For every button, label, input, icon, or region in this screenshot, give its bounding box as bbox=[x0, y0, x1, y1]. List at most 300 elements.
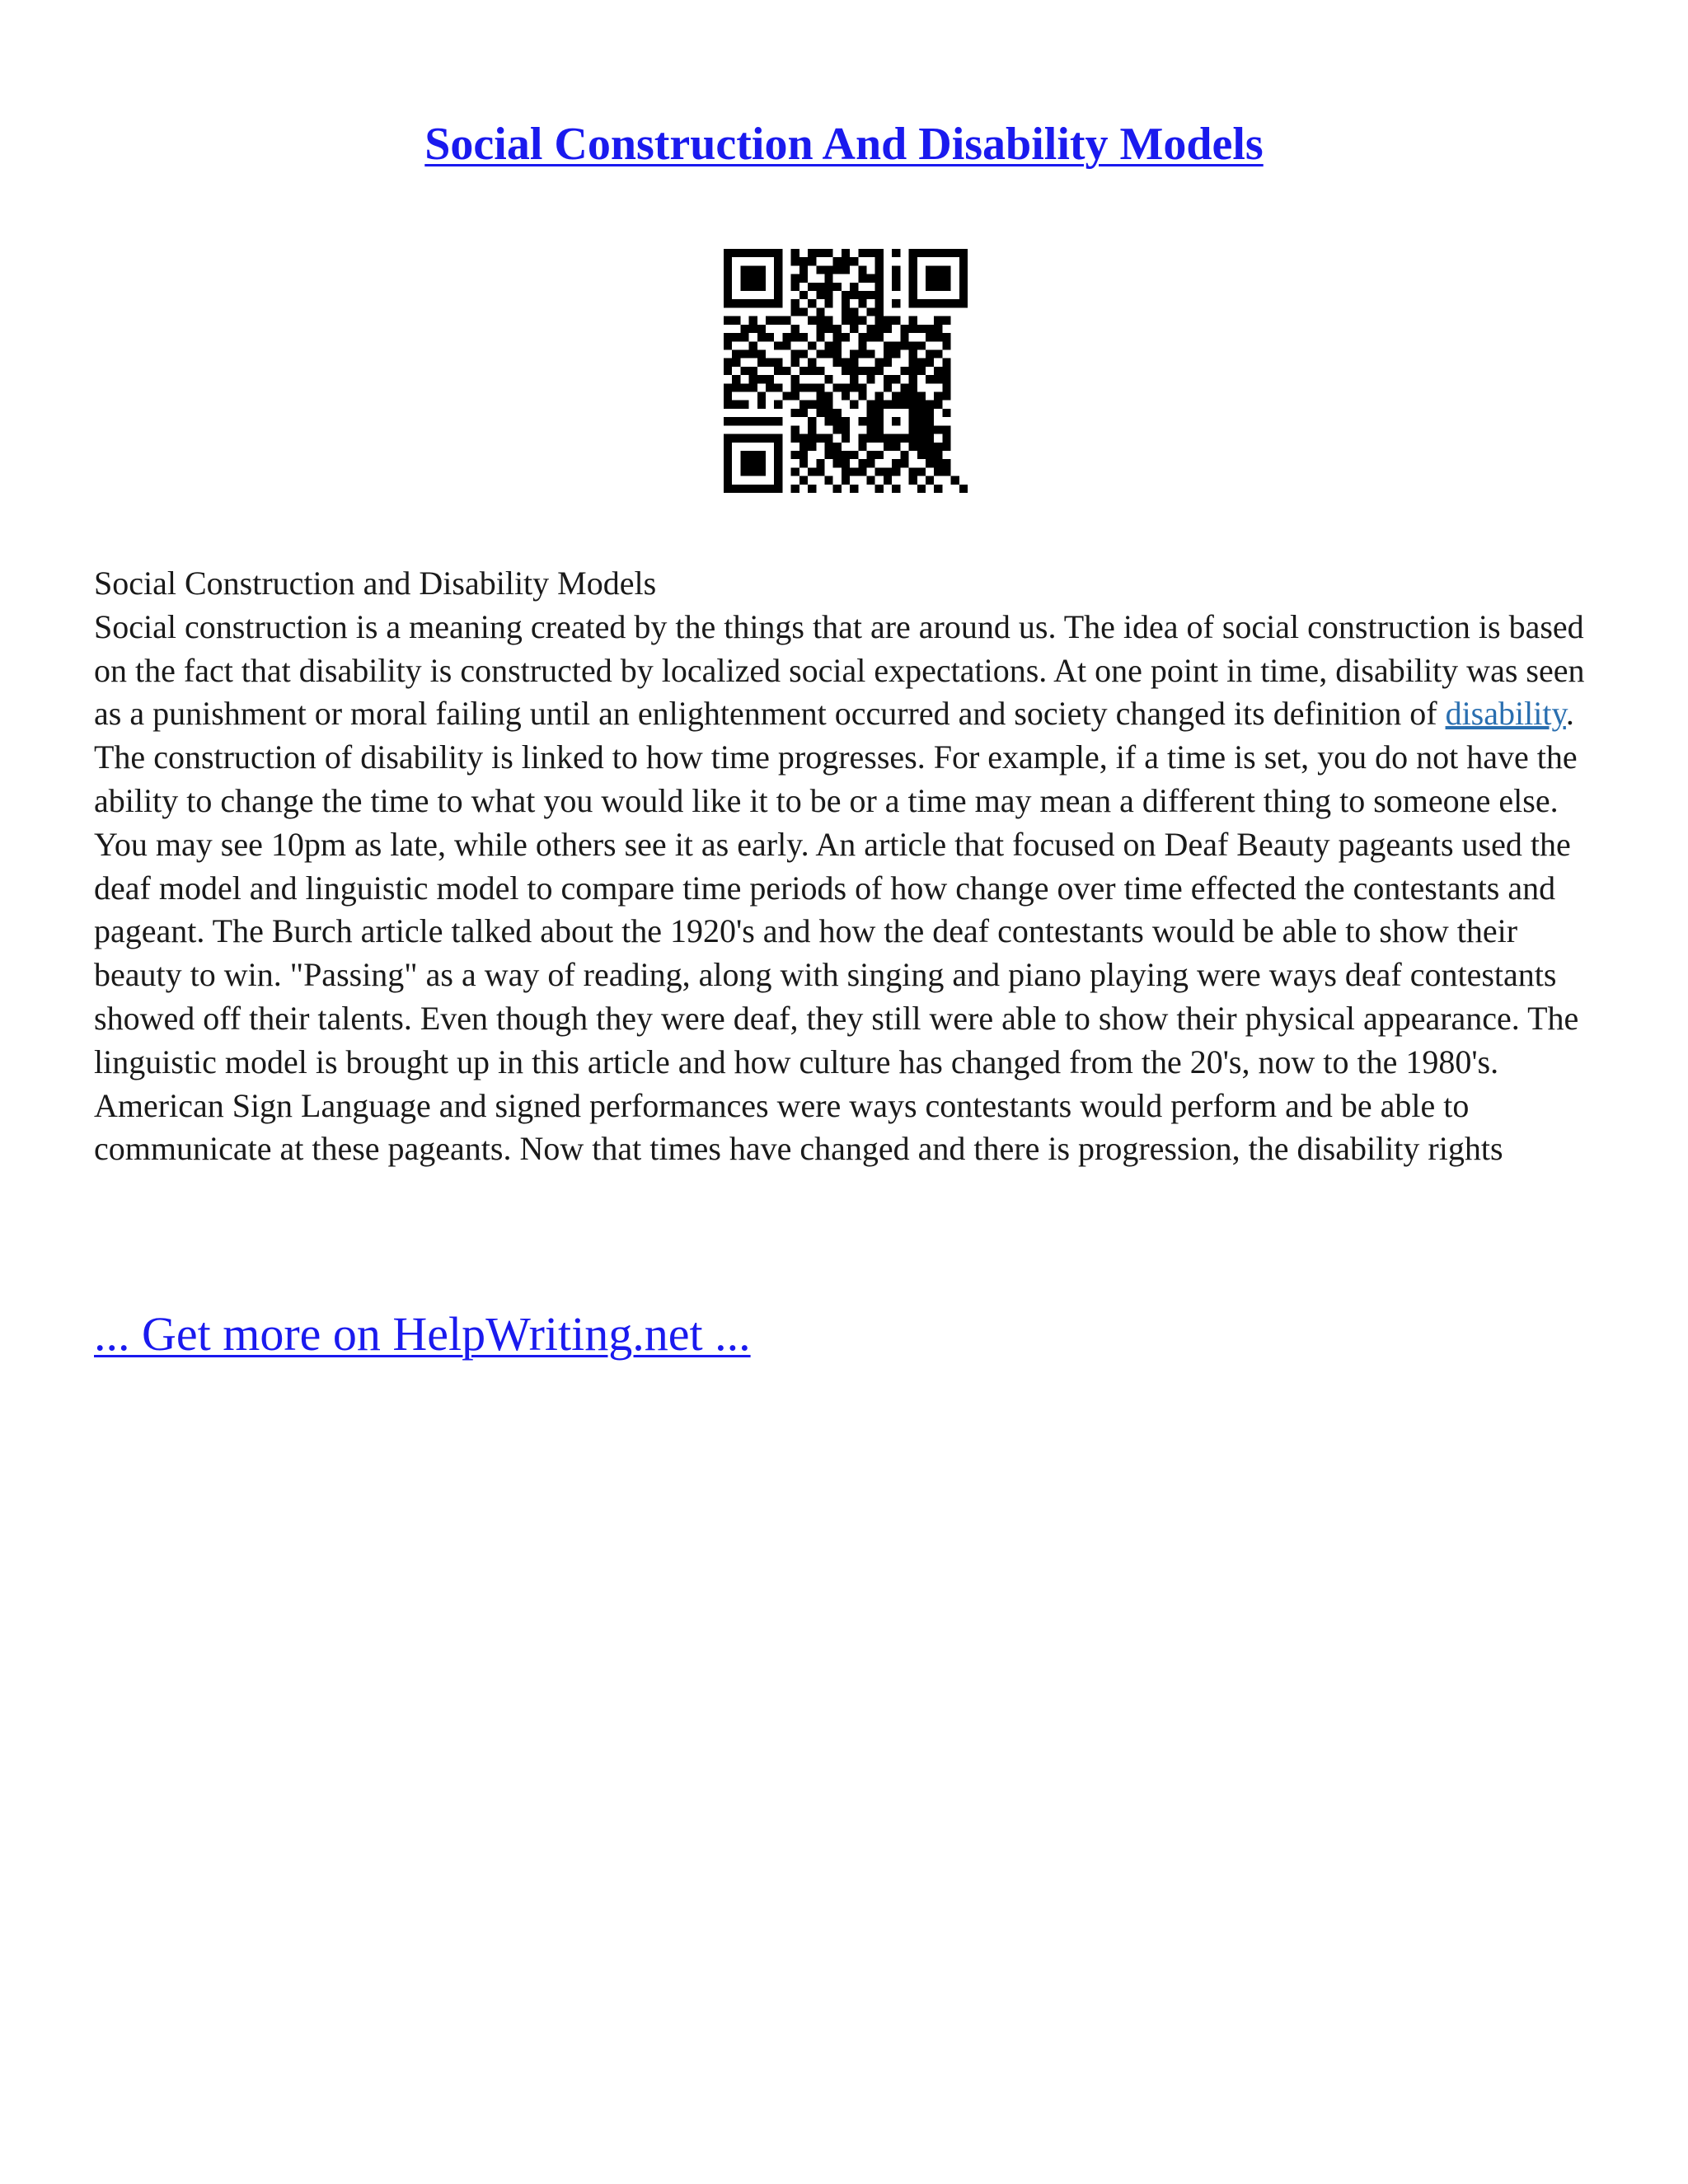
qr-module bbox=[875, 451, 884, 459]
qr-module bbox=[867, 425, 875, 434]
qr-module bbox=[782, 392, 790, 401]
qr-module bbox=[749, 316, 757, 325]
qr-module bbox=[766, 417, 774, 425]
qr-module bbox=[724, 367, 732, 375]
qr-module bbox=[875, 409, 884, 417]
qr-module bbox=[824, 443, 832, 451]
qr-module bbox=[926, 425, 934, 434]
qr-module bbox=[808, 485, 816, 493]
qr-module bbox=[850, 451, 858, 459]
qr-module bbox=[900, 333, 908, 341]
qr-module bbox=[757, 249, 766, 257]
qr-module bbox=[951, 249, 959, 257]
qr-module bbox=[842, 417, 850, 425]
qr-module bbox=[808, 257, 816, 265]
get-more-link[interactable]: ... Get more on HelpWriting.net ... bbox=[94, 1307, 751, 1361]
qr-module bbox=[774, 434, 782, 443]
qr-module bbox=[824, 274, 832, 283]
qr-module bbox=[791, 383, 799, 391]
qr-module bbox=[884, 434, 892, 443]
qr-module bbox=[774, 417, 782, 425]
qr-module bbox=[858, 467, 866, 476]
qr-module bbox=[724, 467, 732, 476]
qr-module bbox=[875, 333, 884, 341]
qr-module bbox=[833, 409, 842, 417]
qr-module bbox=[808, 367, 816, 375]
qr-module bbox=[757, 401, 766, 409]
qr-module bbox=[833, 485, 842, 493]
qr-module bbox=[749, 341, 757, 349]
qr-module bbox=[833, 425, 842, 434]
qr-module bbox=[909, 274, 917, 283]
qr-module bbox=[850, 485, 858, 493]
qr-module bbox=[740, 349, 748, 358]
qr-module bbox=[884, 401, 892, 409]
qr-module bbox=[909, 359, 917, 367]
qr-module bbox=[892, 283, 900, 291]
qr-module bbox=[850, 383, 858, 391]
qr-module bbox=[816, 383, 824, 391]
qr-module bbox=[833, 349, 842, 358]
qr-module bbox=[757, 325, 766, 333]
qr-module bbox=[724, 401, 732, 409]
qr-module bbox=[749, 417, 757, 425]
qr-module bbox=[791, 359, 799, 367]
qr-module bbox=[740, 434, 748, 443]
qr-module bbox=[934, 467, 942, 476]
qr-module bbox=[850, 467, 858, 476]
qr-module bbox=[917, 325, 926, 333]
qr-module bbox=[724, 443, 732, 451]
qr-module bbox=[850, 367, 858, 375]
qr-module bbox=[749, 325, 757, 333]
qr-module bbox=[824, 476, 832, 485]
qr-module bbox=[934, 333, 942, 341]
qr-module bbox=[791, 249, 799, 257]
qr-module bbox=[816, 333, 824, 341]
qr-module bbox=[799, 401, 808, 409]
qr-module bbox=[909, 443, 917, 451]
qr-module bbox=[724, 459, 732, 467]
qr-module bbox=[875, 359, 884, 367]
qr-module bbox=[942, 375, 950, 383]
qr-module bbox=[934, 325, 942, 333]
qr-module bbox=[942, 299, 950, 307]
qr-module bbox=[934, 485, 942, 493]
qr-module bbox=[833, 451, 842, 459]
qr-module bbox=[824, 291, 832, 299]
qr-module bbox=[757, 485, 766, 493]
qr-module bbox=[909, 283, 917, 291]
qr-module bbox=[926, 299, 934, 307]
qr-module bbox=[842, 316, 850, 325]
qr-module bbox=[900, 401, 908, 409]
qr-module bbox=[909, 265, 917, 274]
qr-module bbox=[732, 359, 740, 367]
qr-module bbox=[942, 333, 950, 341]
qr-module bbox=[757, 459, 766, 467]
qr-module bbox=[842, 451, 850, 459]
qr-module bbox=[959, 274, 968, 283]
qr-module bbox=[909, 249, 917, 257]
qr-module bbox=[791, 274, 799, 283]
qr-module bbox=[799, 451, 808, 459]
qr-module bbox=[816, 459, 824, 467]
qr-module bbox=[934, 401, 942, 409]
qr-module bbox=[900, 392, 908, 401]
qr-module bbox=[884, 341, 892, 349]
qr-module bbox=[740, 299, 748, 307]
qr-module bbox=[875, 249, 884, 257]
qr-module bbox=[917, 485, 926, 493]
qr-module bbox=[867, 333, 875, 341]
qr-module bbox=[833, 417, 842, 425]
qr-module bbox=[833, 443, 842, 451]
qr-module bbox=[917, 299, 926, 307]
qr-module bbox=[934, 392, 942, 401]
qr-module bbox=[909, 476, 917, 485]
qr-module bbox=[926, 476, 934, 485]
qr-module bbox=[917, 249, 926, 257]
qr-module bbox=[842, 359, 850, 367]
qr-code-icon bbox=[724, 249, 968, 493]
qr-module bbox=[740, 451, 748, 459]
qr-module bbox=[850, 283, 858, 291]
title-link[interactable]: Social Construction And Disability Models bbox=[424, 119, 1264, 170]
qr-module bbox=[824, 451, 832, 459]
qr-module bbox=[799, 476, 808, 485]
qr-module bbox=[926, 375, 934, 383]
qr-module bbox=[816, 265, 824, 274]
qr-module bbox=[749, 349, 757, 358]
qr-module bbox=[892, 249, 900, 257]
qr-module bbox=[824, 341, 832, 349]
qr-module bbox=[816, 325, 824, 333]
qr-module bbox=[724, 485, 732, 493]
qr-module bbox=[799, 257, 808, 265]
qr-module bbox=[842, 459, 850, 467]
qr-module bbox=[774, 467, 782, 476]
qr-module bbox=[824, 401, 832, 409]
qr-module bbox=[724, 383, 732, 391]
qr-module bbox=[732, 333, 740, 341]
body-heading: Social Construction and Disability Models bbox=[94, 565, 657, 602]
qr-module bbox=[833, 359, 842, 367]
qr-module bbox=[926, 434, 934, 443]
qr-module bbox=[740, 485, 748, 493]
qr-module bbox=[875, 434, 884, 443]
qr-module bbox=[724, 316, 732, 325]
qr-module bbox=[808, 283, 816, 291]
qr-module bbox=[909, 316, 917, 325]
qr-module bbox=[732, 299, 740, 307]
qr-module bbox=[757, 451, 766, 459]
qr-module bbox=[867, 291, 875, 299]
qr-module bbox=[791, 392, 799, 401]
qr-module bbox=[808, 443, 816, 451]
qr-module bbox=[934, 299, 942, 307]
qr-module bbox=[774, 283, 782, 291]
qr-module bbox=[774, 401, 782, 409]
qr-module bbox=[824, 265, 832, 274]
qr-module bbox=[959, 249, 968, 257]
qr-module bbox=[909, 417, 917, 425]
qr-module bbox=[766, 299, 774, 307]
qr-module bbox=[740, 333, 748, 341]
qr-module bbox=[858, 392, 866, 401]
qr-module bbox=[942, 359, 950, 367]
qr-module bbox=[926, 359, 934, 367]
qr-module bbox=[867, 325, 875, 333]
qr-module bbox=[900, 367, 908, 375]
qr-module bbox=[724, 451, 732, 459]
qr-module bbox=[791, 375, 799, 383]
qr-module bbox=[816, 316, 824, 325]
body-paragraph-start: Social construction is a meaning created by the things that are around us. The idea of social construction is based on the fact that disability is constructed by localized social expectations. At one point in time, disability was seen as a punishment or moral failing until an enlightenment occurred and society changed its definition of bbox=[94, 607, 1585, 733]
qr-module bbox=[892, 392, 900, 401]
qr-module bbox=[917, 367, 926, 375]
qr-module bbox=[774, 316, 782, 325]
qr-module bbox=[875, 299, 884, 307]
qr-module bbox=[808, 383, 816, 391]
qr-module bbox=[749, 485, 757, 493]
qr-module bbox=[774, 451, 782, 459]
qr-module bbox=[850, 316, 858, 325]
qr-module bbox=[942, 283, 950, 291]
qr-module bbox=[884, 349, 892, 358]
qr-module bbox=[892, 341, 900, 349]
qr-module bbox=[774, 291, 782, 299]
qr-module bbox=[724, 265, 732, 274]
qr-module bbox=[842, 307, 850, 316]
qr-module bbox=[951, 299, 959, 307]
qr-module bbox=[791, 325, 799, 333]
qr-module bbox=[909, 257, 917, 265]
qr-module bbox=[740, 274, 748, 283]
qr-module bbox=[799, 265, 808, 274]
qr-module bbox=[942, 265, 950, 274]
qr-module bbox=[917, 425, 926, 434]
qr-module bbox=[799, 459, 808, 467]
qr-module bbox=[842, 425, 850, 434]
qr-module bbox=[926, 283, 934, 291]
qr-module bbox=[724, 299, 732, 307]
qr-module bbox=[724, 392, 732, 401]
qr-module bbox=[774, 274, 782, 283]
qr-module bbox=[791, 451, 799, 459]
qr-module bbox=[833, 341, 842, 349]
qr-module bbox=[934, 451, 942, 459]
qr-module bbox=[766, 375, 774, 383]
qr-module bbox=[816, 409, 824, 417]
qr-module bbox=[842, 392, 850, 401]
qr-module bbox=[740, 367, 748, 375]
qr-module bbox=[884, 383, 892, 391]
qr-module bbox=[875, 291, 884, 299]
qr-module bbox=[934, 283, 942, 291]
qr-module bbox=[942, 425, 950, 434]
qr-module bbox=[791, 425, 799, 434]
qr-module bbox=[799, 307, 808, 316]
qr-module bbox=[833, 333, 842, 341]
qr-module bbox=[842, 257, 850, 265]
qr-module bbox=[774, 265, 782, 274]
qr-module bbox=[757, 274, 766, 283]
qr-module bbox=[774, 485, 782, 493]
qr-module bbox=[774, 359, 782, 367]
qr-module bbox=[917, 451, 926, 459]
qr-module bbox=[892, 443, 900, 451]
qr-module bbox=[850, 359, 858, 367]
qr-module bbox=[808, 417, 816, 425]
qr-module bbox=[875, 274, 884, 283]
qr-module bbox=[749, 434, 757, 443]
qr-module bbox=[824, 417, 832, 425]
qr-module bbox=[942, 316, 950, 325]
qr-module bbox=[824, 325, 832, 333]
qr-module bbox=[959, 257, 968, 265]
qr-module bbox=[926, 349, 934, 358]
qr-module bbox=[842, 383, 850, 391]
qr-module bbox=[808, 299, 816, 307]
qr-module bbox=[900, 325, 908, 333]
qr-module bbox=[774, 459, 782, 467]
qr-module bbox=[824, 375, 832, 383]
qr-module bbox=[791, 257, 799, 265]
qr-module bbox=[816, 291, 824, 299]
qr-module bbox=[926, 401, 934, 409]
qr-module bbox=[850, 349, 858, 358]
qr-module bbox=[824, 434, 832, 443]
qr-module bbox=[799, 274, 808, 283]
qr-module bbox=[749, 367, 757, 375]
more-link-container bbox=[94, 1306, 751, 1362]
qr-module bbox=[934, 367, 942, 375]
qr-module bbox=[867, 434, 875, 443]
qr-module bbox=[740, 265, 748, 274]
qr-module bbox=[774, 383, 782, 391]
qr-module bbox=[833, 325, 842, 333]
qr-module bbox=[808, 341, 816, 349]
qr-module bbox=[858, 299, 866, 307]
qr-module bbox=[875, 467, 884, 476]
qr-module bbox=[875, 401, 884, 409]
qr-module bbox=[757, 265, 766, 274]
qr-module bbox=[766, 333, 774, 341]
qr-module bbox=[917, 443, 926, 451]
qr-module bbox=[724, 476, 732, 485]
qr-module bbox=[858, 434, 866, 443]
qr-module bbox=[926, 417, 934, 425]
qr-module bbox=[917, 401, 926, 409]
qr-module bbox=[740, 283, 748, 291]
qr-module bbox=[934, 316, 942, 325]
qr-module bbox=[766, 383, 774, 391]
disability-link[interactable]: disability bbox=[1445, 695, 1566, 733]
qr-module bbox=[909, 401, 917, 409]
qr-module bbox=[909, 349, 917, 358]
qr-module bbox=[909, 299, 917, 307]
qr-module bbox=[875, 257, 884, 265]
qr-module bbox=[791, 467, 799, 476]
qr-module bbox=[824, 249, 832, 257]
qr-module bbox=[799, 443, 808, 451]
qr-module bbox=[850, 307, 858, 316]
qr-module bbox=[884, 375, 892, 383]
qr-module bbox=[749, 459, 757, 467]
qr-module bbox=[724, 283, 732, 291]
qr-module bbox=[799, 434, 808, 443]
qr-module bbox=[766, 485, 774, 493]
qr-module bbox=[757, 375, 766, 383]
qr-module bbox=[724, 341, 732, 349]
qr-module bbox=[732, 485, 740, 493]
qr-module bbox=[824, 392, 832, 401]
qr-module bbox=[740, 417, 748, 425]
qr-module bbox=[875, 265, 884, 274]
qr-module bbox=[909, 434, 917, 443]
qr-module bbox=[833, 265, 842, 274]
qr-module bbox=[959, 485, 968, 493]
qr-module bbox=[942, 434, 950, 443]
qr-module bbox=[875, 325, 884, 333]
qr-module bbox=[824, 409, 832, 417]
qr-module bbox=[909, 291, 917, 299]
qr-module bbox=[926, 249, 934, 257]
qr-module bbox=[732, 417, 740, 425]
qr-module bbox=[774, 443, 782, 451]
qr-module bbox=[942, 467, 950, 476]
qr-module bbox=[749, 249, 757, 257]
qr-module bbox=[732, 434, 740, 443]
qr-module bbox=[867, 249, 875, 257]
qr-module bbox=[892, 459, 900, 467]
qr-module bbox=[842, 467, 850, 476]
qr-module bbox=[909, 392, 917, 401]
qr-module bbox=[917, 434, 926, 443]
qr-module bbox=[724, 417, 732, 425]
qr-module bbox=[951, 476, 959, 485]
qr-module bbox=[934, 274, 942, 283]
qr-module bbox=[934, 375, 942, 383]
body-paragraph-end: . The construction of disability is linked to how time progresses. For example, if a time is set, you do not have the ability to change the time to what you would like it to be or a time may mean a different thing to someone else. You may see 10pm as late, while others see it as early. An article that focused on Deaf Beauty pageants used the deaf model and linguistic model to compare time periods of how change over time effected the contestants and pageant. The Burch article talked about the 1920's and how the deaf contestants would be able to show their beauty to win. "Passing" as a way of reading, along with singing and piano playing were ways deaf contestants showed off their talents. Even though they were deaf, they still were able to show their physical appearance. The linguistic model is brought up in this article and how culture has changed from the 20's, now to the 1980's. American Sign Language and signed performances were ways contestants would perform and be able to communicate at these pageants. Now that times have changed and there is progression, the disability rights bbox=[94, 695, 1579, 1168]
qr-module bbox=[884, 316, 892, 325]
qr-module bbox=[774, 476, 782, 485]
qr-module bbox=[892, 375, 900, 383]
qr-module bbox=[942, 367, 950, 375]
qr-module bbox=[858, 459, 866, 467]
qr-module bbox=[757, 434, 766, 443]
qr-module bbox=[909, 367, 917, 375]
qr-module bbox=[892, 485, 900, 493]
qr-module bbox=[766, 249, 774, 257]
qr-module bbox=[824, 299, 832, 307]
qr-module bbox=[732, 349, 740, 358]
qr-module bbox=[926, 409, 934, 417]
qr-module bbox=[724, 333, 732, 341]
qr-module bbox=[926, 325, 934, 333]
qr-module bbox=[867, 476, 875, 485]
qr-module bbox=[724, 257, 732, 265]
qr-module bbox=[892, 316, 900, 325]
qr-module bbox=[842, 265, 850, 274]
qr-module bbox=[782, 316, 790, 325]
qr-module bbox=[917, 341, 926, 349]
qr-module bbox=[934, 249, 942, 257]
qr-module bbox=[875, 485, 884, 493]
qr-module bbox=[892, 434, 900, 443]
qr-module bbox=[942, 383, 950, 391]
